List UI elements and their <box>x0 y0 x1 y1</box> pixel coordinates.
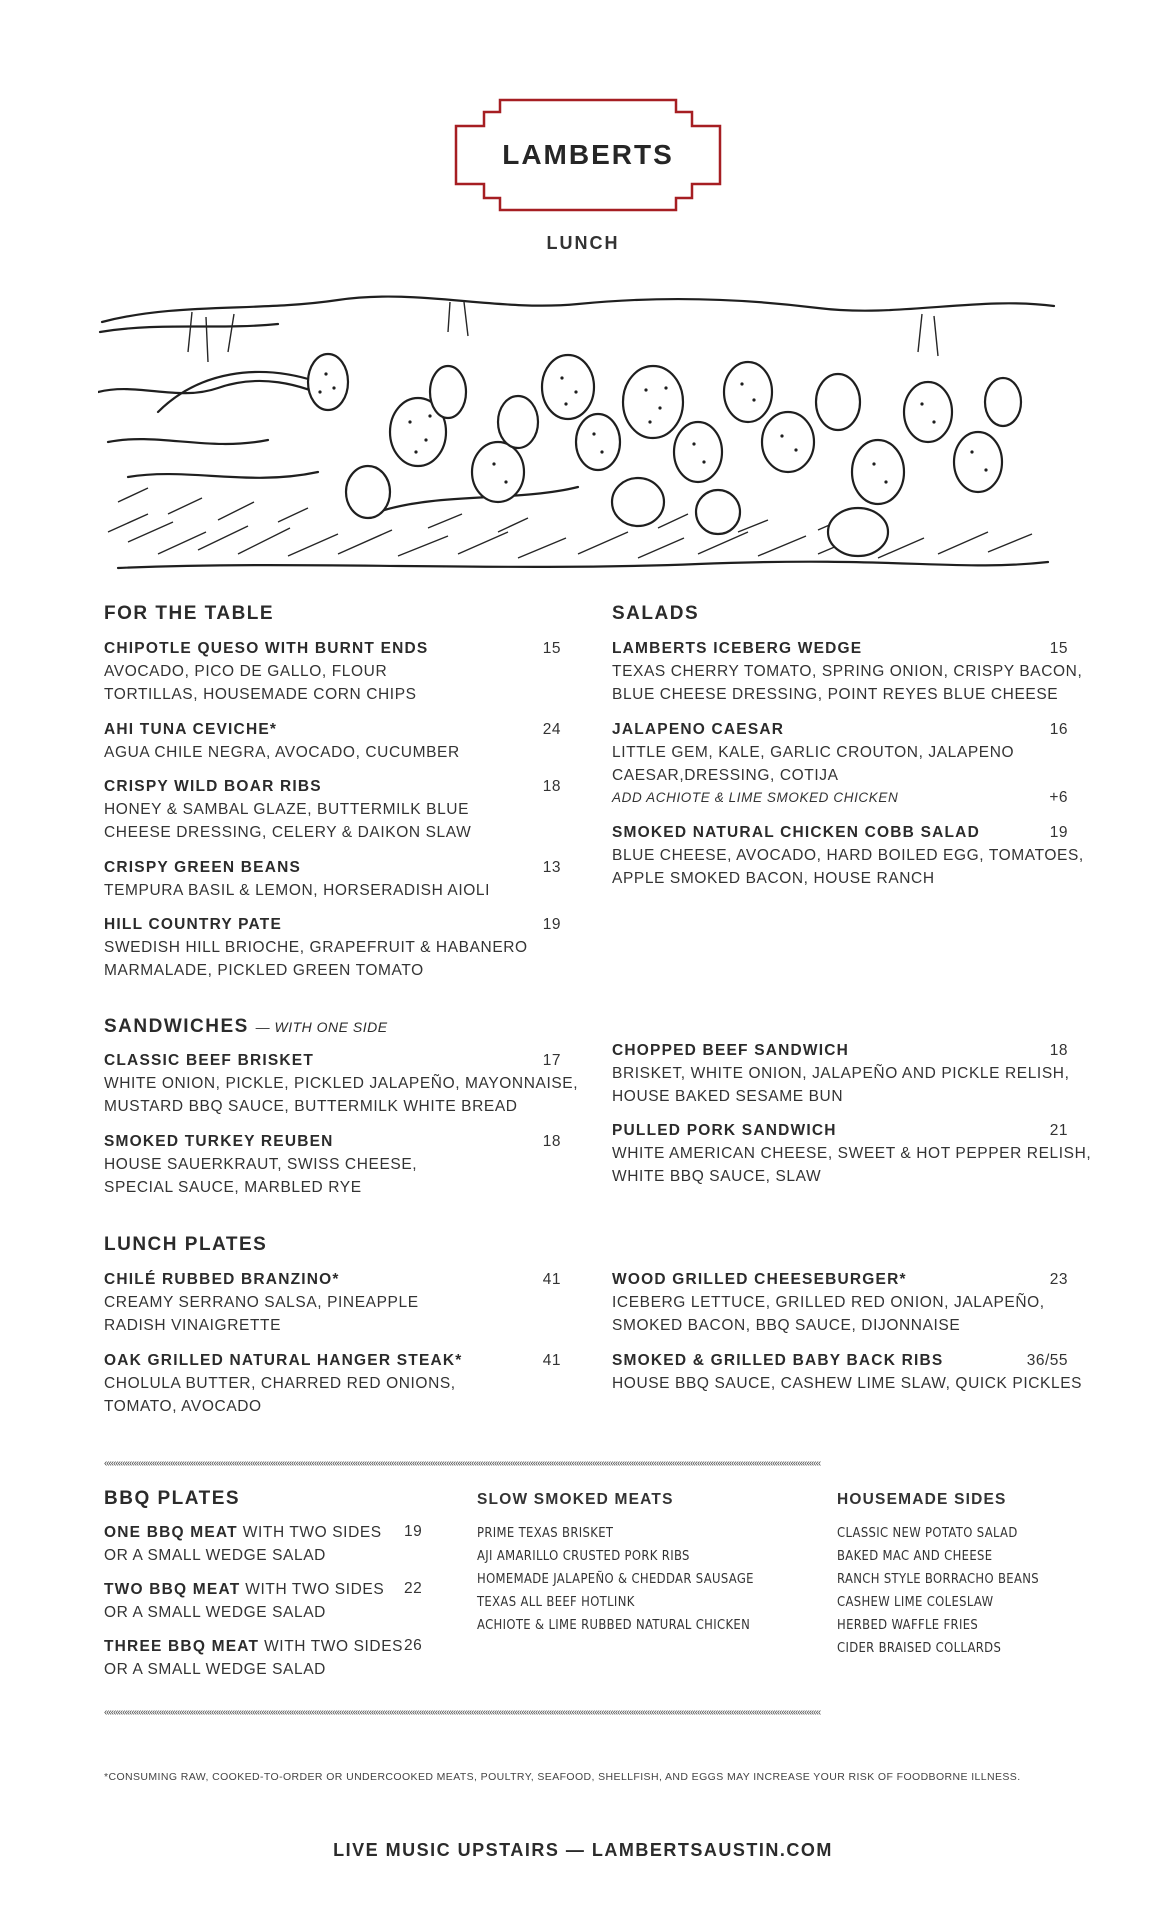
item-price: 26 <box>404 1637 423 1654</box>
menu-item <box>612 638 1082 706</box>
chevron-divider: ««««««««««««««««««««««««««««««««««««««««««««««««««««««««««««««««««««««««««««««««««««««««««««««««««««««««««««««««««««««««««««««««««««««««««««««««««««««««««««« <box>104 1459 821 1469</box>
footer: LIVE MUSIC UPSTAIRS — LAMBERTSAUSTIN.COM <box>333 1840 833 1860</box>
item-name: LAMBERTS ICEBERG WEDGE <box>612 640 863 657</box>
menu-item <box>612 1350 1082 1395</box>
menu-item <box>104 776 471 844</box>
menu-item <box>104 638 428 706</box>
item-description: CREAMY SERRANO SALSA, PINEAPPLE RADISH VINAIGRETTE <box>104 1294 419 1334</box>
list-item: ACHIOTE & LIME RUBBED NATURAL CHICKEN <box>477 1617 751 1633</box>
section-note: — WITH ONE SIDE <box>255 1019 388 1035</box>
item-description: WHITE AMERICAN CHEESE, SWEET & HOT PEPPER RELISH, WHITE BBQ SAUCE, SLAW <box>612 1145 1092 1185</box>
item-description: AVOCADO, PICO DE GALLO, FLOUR TORTILLAS, HOUSEMADE CORN CHIPS <box>104 663 417 703</box>
item-name: OAK GRILLED NATURAL HANGER STEAK* <box>104 1352 463 1369</box>
item-description: BLUE CHEESE, AVOCADO, HARD BOILED EGG, TOMATOES, APPLE SMOKED BACON, HOUSE RANCH <box>612 847 1084 887</box>
item-description: TEMPURA BASIL & LEMON, HORSERADISH AIOLI <box>104 882 491 899</box>
item-description: CHOLULA BUTTER, CHARRED RED ONIONS, TOMATO, AVOCADO <box>104 1375 456 1415</box>
list-item: CASHEW LIME COLESLAW <box>837 1594 994 1610</box>
section-heading-for-the-table: FOR THE TABLE <box>104 603 275 624</box>
item-name: CHOPPED BEEF SANDWICH <box>612 1042 850 1059</box>
item-name: CLASSIC BEEF BRISKET <box>104 1052 315 1069</box>
section-heading-bbq-plates: BBQ PLATES <box>104 1488 241 1509</box>
item-price: 19 <box>542 916 561 933</box>
brand-name: LAMBERTS <box>502 139 674 170</box>
item-name: HILL COUNTRY PATE <box>104 916 282 933</box>
list-item: AJI AMARILLO CRUSTED PORK RIBS <box>477 1548 690 1564</box>
list-item: BAKED MAC AND CHEESE <box>837 1548 993 1564</box>
item-price: 19 <box>1049 824 1068 841</box>
bbq-plate-item: THREE BBQ MEAT WITH TWO SIDES OR A SMALL WEDGE SALAD <box>104 1638 404 1678</box>
menu-item <box>104 1131 417 1199</box>
item-name: SMOKED & GRILLED BABY BACK RIBS <box>612 1352 944 1369</box>
section-heading-salads: SALADS <box>612 603 700 624</box>
menu-item <box>104 857 490 902</box>
item-price: 36/55 <box>1026 1352 1068 1369</box>
list-item: CIDER BRAISED COLLARDS <box>837 1640 1002 1656</box>
menu-item <box>104 1350 463 1418</box>
item-price: 17 <box>542 1052 561 1069</box>
item-price: 18 <box>542 1133 561 1150</box>
item-price: 21 <box>1049 1122 1068 1139</box>
menu-item <box>612 719 1014 809</box>
item-price: 13 <box>542 859 561 876</box>
section-heading-sandwiches: SANDWICHES — WITH ONE SIDE <box>104 1016 388 1037</box>
item-price: 15 <box>1049 640 1068 657</box>
item-name: CHILÉ RUBBED BRANZINO* <box>104 1271 340 1288</box>
item-name: JALAPENO CAESAR <box>612 721 785 738</box>
item-name: PULLED PORK SANDWICH <box>612 1122 837 1139</box>
disclaimer: *CONSUMING RAW, COOKED-TO-ORDER OR UNDERCOOKED MEATS, POULTRY, SEAFOOD, SHELLFISH, AND EGGS MAY INCREASE YOUR RISK OF FOODBORNE ILLNESS. <box>104 1771 1021 1783</box>
item-addon: ADD ACHIOTE & LIME SMOKED CHICKEN <box>612 790 899 805</box>
menu-item <box>612 1120 1091 1188</box>
smoked-meats-list <box>477 1522 754 1637</box>
item-price: 22 <box>404 1580 423 1597</box>
list-item: HOMEMADE JALAPEÑO & CHEDDAR SAUSAGE <box>477 1571 754 1587</box>
item-price: 24 <box>542 721 561 738</box>
menu-item <box>104 914 528 982</box>
menu-item <box>104 1050 578 1118</box>
menu-item <box>104 719 460 764</box>
section-heading-lunch-plates: LUNCH PLATES <box>104 1234 268 1255</box>
cactus-landscape-illustration <box>98 292 1058 577</box>
item-price: 19 <box>404 1523 423 1540</box>
menu-item <box>612 1040 1069 1108</box>
item-description: HOUSE SAUERKRAUT, SWISS CHEESE, SPECIAL SAUCE, MARBLED RYE <box>104 1156 418 1196</box>
item-description: ICEBERG LETTUCE, GRILLED RED ONION, JALAPEÑO, SMOKED BACON, BBQ SAUCE, DIJONNAISE <box>612 1294 1045 1334</box>
addon-price: +6 <box>1049 789 1068 806</box>
sides-list <box>837 1522 1039 1660</box>
item-description: AGUA CHILE NEGRA, AVOCADO, CUCUMBER <box>104 744 460 761</box>
item-price: 41 <box>542 1352 561 1369</box>
item-description: LITTLE GEM, KALE, GARLIC CROUTON, JALAPENO CAESAR,DRESSING, COTIJA <box>612 744 1015 784</box>
item-description: HONEY & SAMBAL GLAZE, BUTTERMILK BLUE CHEESE DRESSING, CELERY & DAIKON SLAW <box>104 801 472 841</box>
section-heading-slow-smoked-meats: SLOW SMOKED MEATS <box>477 1491 674 1508</box>
menu-title: LUNCH <box>546 233 620 253</box>
item-description: BRISKET, WHITE ONION, JALAPEÑO AND PICKLE RELISH, HOUSE BAKED SESAME BUN <box>612 1065 1070 1105</box>
item-name: AHI TUNA CEVICHE* <box>104 721 278 738</box>
list-item: TEXAS ALL BEEF HOTLINK <box>477 1594 635 1610</box>
item-price: 16 <box>1049 721 1068 738</box>
item-description: WHITE ONION, PICKLE, PICKLED JALAPEÑO, MAYONNAISE, MUSTARD BBQ SAUCE, BUTTERMILK WHITE BREAD <box>104 1075 579 1115</box>
item-name: SMOKED TURKEY REUBEN <box>104 1133 334 1150</box>
list-item: CLASSIC NEW POTATO SALAD <box>837 1525 1018 1541</box>
item-description: HOUSE BBQ SAUCE, CASHEW LIME SLAW, QUICK PICKLES <box>612 1375 1083 1392</box>
item-name: WOOD GRILLED CHEESEBURGER* <box>612 1271 907 1288</box>
menu-item <box>104 1269 419 1337</box>
item-name: CRISPY WILD BOAR RIBS <box>104 778 322 795</box>
item-name: SMOKED NATURAL CHICKEN COBB SALAD <box>612 824 980 841</box>
bbq-plate-item: TWO BBQ MEAT WITH TWO SIDES OR A SMALL WEDGE SALAD <box>104 1581 385 1621</box>
menu-item <box>612 822 1084 890</box>
lamberts-logo <box>454 98 722 212</box>
list-item: RANCH STYLE BORRACHO BEANS <box>837 1571 1040 1587</box>
bbq-plate-item: ONE BBQ MEAT WITH TWO SIDES OR A SMALL WEDGE SALAD <box>104 1524 382 1564</box>
list-item: HERBED WAFFLE FRIES <box>837 1617 979 1633</box>
item-description: TEXAS CHERRY TOMATO, SPRING ONION, CRISPY BACON, BLUE CHEESE DRESSING, POINT REYES BLUE CHEESE <box>612 663 1083 703</box>
item-price: 41 <box>542 1271 561 1288</box>
item-price: 18 <box>1049 1042 1068 1059</box>
menu-item <box>612 1269 1045 1337</box>
chevron-divider: ««««««««««««««««««««««««««««««««««««««««««««««««««««««««««««««««««««««««««««««««««««««««««««««««««««««««««««««««««««««««««««««««««««««««««««««««««««««««««««« <box>104 1708 821 1718</box>
item-price: 23 <box>1049 1271 1068 1288</box>
item-price: 18 <box>542 778 561 795</box>
list-item: PRIME TEXAS BRISKET <box>477 1525 614 1541</box>
item-name: CRISPY GREEN BEANS <box>104 859 302 876</box>
item-name: CHIPOTLE QUESO WITH BURNT ENDS <box>104 640 429 657</box>
item-description: SWEDISH HILL BRIOCHE, GRAPEFRUIT & HABANERO MARMALADE, PICKLED GREEN TOMATO <box>104 939 528 979</box>
item-price: 15 <box>542 640 561 657</box>
section-heading-housemade-sides: HOUSEMADE SIDES <box>837 1491 1007 1508</box>
